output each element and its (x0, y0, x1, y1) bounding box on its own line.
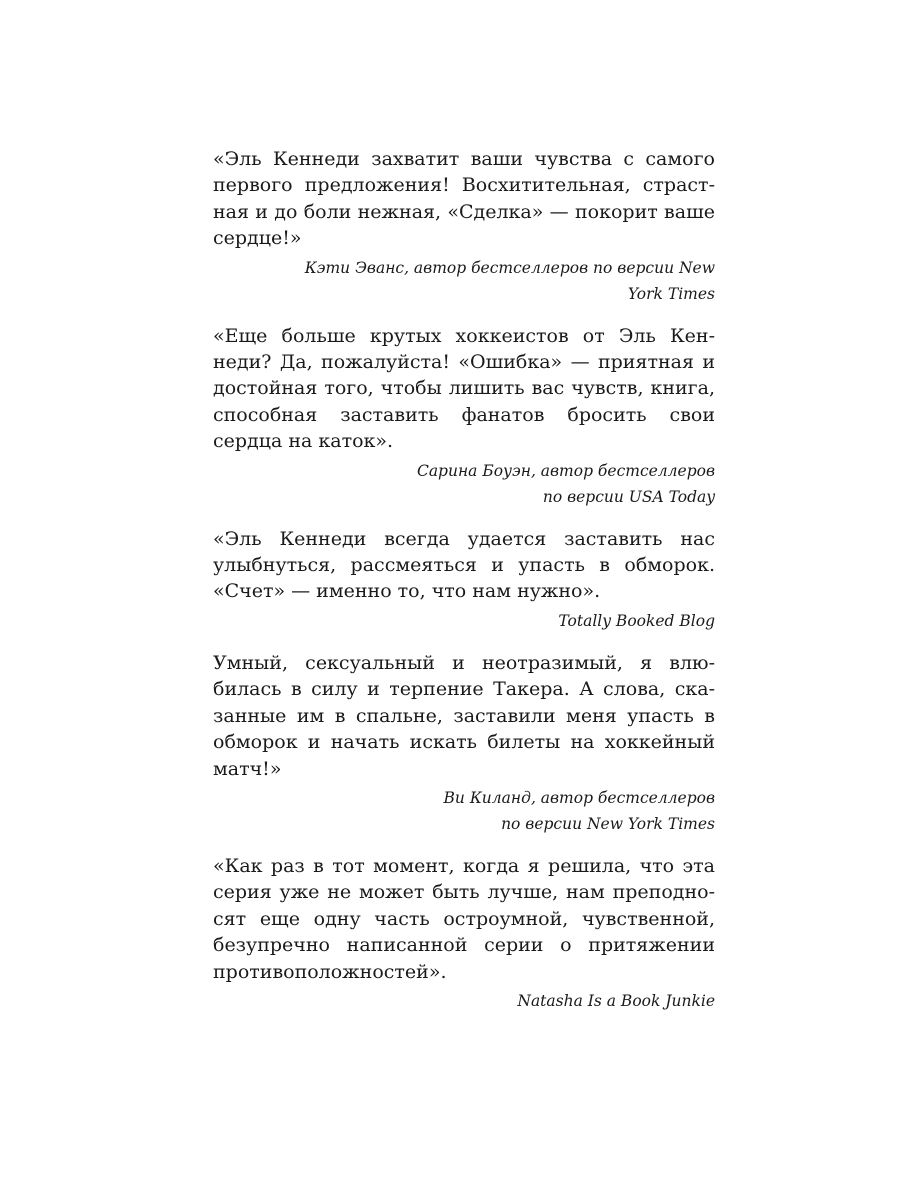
attribution-line: York Times (627, 284, 715, 303)
attribution-line: по версии USA Today (542, 487, 715, 506)
review-attribution (213, 458, 715, 510)
review-page (213, 146, 715, 1030)
review-1 (213, 146, 715, 307)
review-quote: «Как раз в тот момент, когда я решила, что эта серия уже не может быть лучше, нам преподносят еще одну часть остроумной, чувственной, безупречно написанной серии о притяжении противоположностей». (213, 854, 715, 983)
review-attribution (213, 608, 715, 634)
review-quote: «Еще больше крутых хоккеистов от Эль Кеннеди? Да, пожалуйста! «Ошибка» — приятная и достойная того, чтобы лишить вас чувств, книга, способная заставить фанатов бросить свои сердца на каток». (213, 324, 715, 453)
review-2 (213, 323, 715, 510)
review-quote: «Эль Кеннеди всегда удается заставить нас улыбнуться, рассмеяться и упасть в обморок. «Счет» — именно то, что нам нужно». (213, 527, 715, 603)
review-attribution (213, 785, 715, 837)
review-4 (213, 650, 715, 837)
attribution-line: Ви Киланд, автор бестселлеров (443, 788, 715, 807)
attribution-line: Сарина Боуэн, автор бестселлеров (416, 461, 715, 480)
review-3 (213, 526, 715, 634)
review-5 (213, 853, 715, 1014)
review-quote: «Эль Кеннеди захватит ваши чувства с самого первого предложения! Восхитительная, страстная и до боли нежная, «Сделка» — покорит ваше сердце!» (213, 148, 715, 250)
review-quote: Умный, сексуальный и неотразимый, я влюбилась в силу и терпение Такера. А слова, сказанные им в спальне, заставили меня упасть в обморок и начать искать билеты на хоккейный матч!» (213, 651, 715, 780)
attribution-line: Кэти Эванс, автор бестселлеров по версии New (304, 258, 715, 277)
attribution-line: по версии New York Times (501, 814, 715, 833)
attribution-line: Totally Booked Blog (558, 611, 715, 630)
review-attribution (213, 988, 715, 1014)
attribution-line: Natasha Is a Book Junkie (517, 991, 715, 1010)
review-attribution (213, 255, 715, 307)
